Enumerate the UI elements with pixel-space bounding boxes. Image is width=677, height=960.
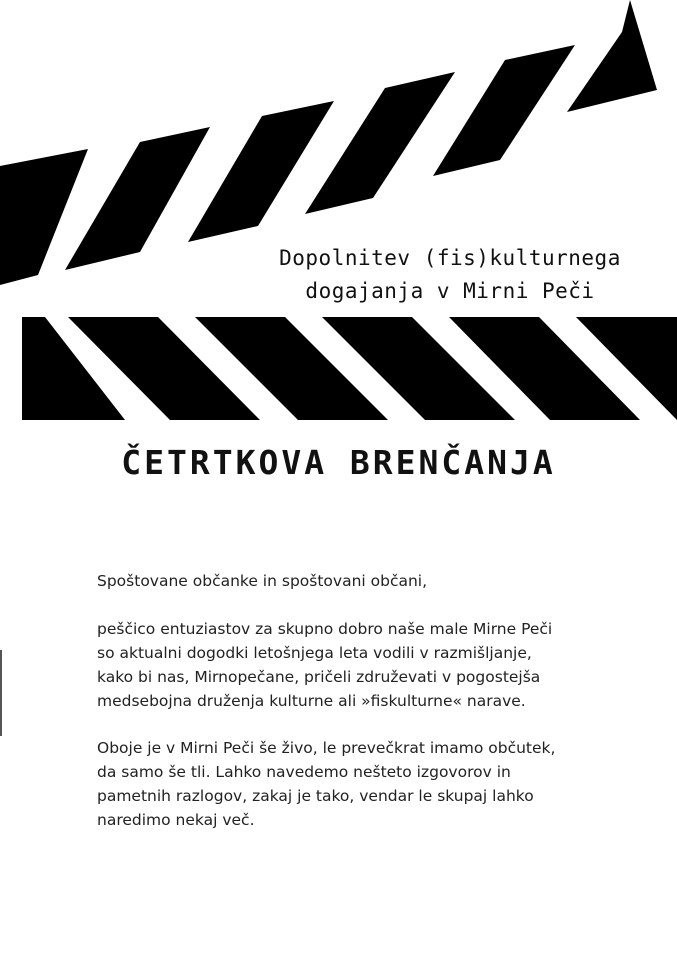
- paragraph-1: [97, 617, 617, 713]
- page-title: ČETRTKOVA BRENČANJA: [121, 443, 556, 482]
- margin-mark: [0, 650, 2, 736]
- paragraph-2-line: pametnih razlogov, zakaj je tako, vendar le skupaj lahko: [97, 787, 534, 805]
- clapper-arm-stripe-4: [305, 72, 455, 214]
- paragraph-1-line: peščico entuziastov za skupno dobro naše male Mirne Peči: [97, 620, 553, 638]
- paragraph-2-line: naredimo nekaj več.: [97, 811, 255, 829]
- greeting-line: Spoštovane občanke in spoštovani občani,: [97, 572, 428, 590]
- paragraph-1-line: medsebojna druženja kulturne ali »fiskulturne« narave.: [97, 692, 526, 710]
- greeting-text: [97, 569, 617, 593]
- clapper-arm-stripe-6: [567, 0, 657, 112]
- clapper-arm-stripe-5: [433, 45, 575, 176]
- clapperboard-graphic: [0, 0, 677, 430]
- paragraph-2-line: Oboje je v Mirni Peči še živo, le prevečkrat imamo občutek,: [97, 739, 556, 757]
- paragraph-1-line: kako bi nas, Mirnopečane, pričeli združevati v pogostejša: [97, 668, 541, 686]
- subtitle-line-1: Dopolnitev (fis)kulturnega: [279, 246, 621, 270]
- subtitle-line-2: dogajanja v Mirni Peči: [305, 279, 595, 303]
- clapper-arm-stripe-2: [65, 127, 210, 270]
- paragraph-1-line: so aktualni dogodki letošnjega leta vodili v razmišljanje,: [97, 644, 532, 662]
- clapper-arm-stripe-3: [188, 101, 334, 242]
- paragraph-2-line: da samo še tli. Lahko navedemo nešteto izgovorov in: [97, 763, 511, 781]
- paragraph-2: [97, 736, 617, 832]
